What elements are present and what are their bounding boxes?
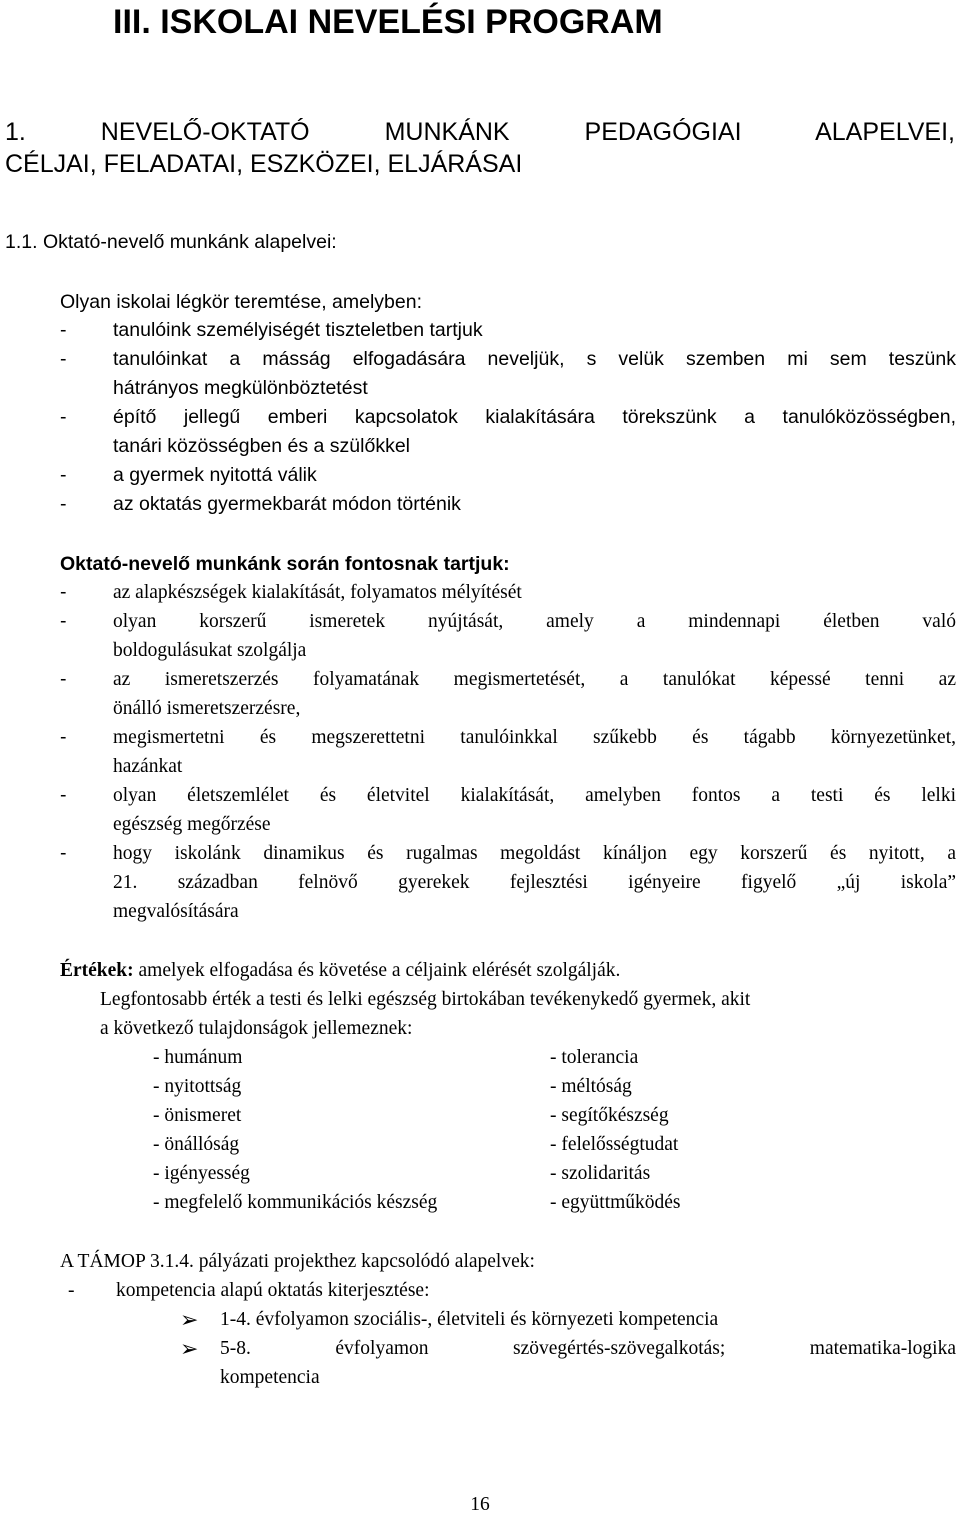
block2-item-line: önálló ismeretszerzésre, [113, 698, 301, 719]
block1-item-line: tanári közösségben és a szülőkkel [113, 435, 411, 457]
value-item-right: - szolidaritás [550, 1163, 651, 1184]
page-title: III. ISKOLAI NEVELÉSI PROGRAM [113, 3, 663, 41]
value-item-left: - önállóság [153, 1134, 240, 1155]
values-label: Értékek: [60, 960, 134, 981]
tamop-bullet-line: 1-4. évfolyamon szociális-, életviteli és környezeti kompetencia [220, 1309, 719, 1330]
tamop-heading: A TÁMOP 3.1.4. pályázati projekthez kapcsolódó alapelvek: [60, 1251, 535, 1272]
value-item-left: - önismeret [153, 1105, 242, 1126]
block2-item-line: 21. században felnövő gyerekek fejlesztési igényeire figyelő „új iskola” [113, 872, 956, 893]
tamop-bullet-line: kompetencia [220, 1367, 320, 1388]
block1-item-line: építő jellegű emberi kapcsolatok kialakítására törekszünk a tanulóközösségben, [113, 406, 956, 428]
tamop-item: kompetencia alapú oktatás kiterjesztése: [116, 1280, 430, 1301]
values-line-2: Legfontosabb érték a testi és lelki egészség birtokában tevékenykedő gyermek, akit [100, 989, 751, 1010]
block1-item-line: tanulóink személyiségét tiszteletben tartjuk [113, 319, 483, 341]
value-item-right: - együttműködés [550, 1192, 681, 1213]
block2-item-line: megismertetni és megszerettetni tanulóinkkal szűkebb és tágabb környezetünket, [113, 727, 956, 748]
block2-item-line: megvalósítására [113, 901, 239, 922]
block1-dash: - [60, 464, 67, 486]
block1-item-line: az oktatás gyermekbarát módon történik [113, 493, 461, 515]
value-item-right: - méltóság [550, 1076, 632, 1097]
values-intro [60, 956, 620, 985]
block2-dash: - [60, 668, 67, 690]
block1-dash: - [60, 348, 67, 370]
block2-dash: - [60, 726, 67, 748]
block2-item-line: boldogulásukat szolgálja [113, 640, 307, 661]
tamop-dash: - [68, 1280, 75, 1301]
block1-dash: - [60, 406, 67, 428]
block1-dash: - [60, 493, 67, 515]
block1-item-line: hátrányos megkülönböztetést [113, 377, 368, 399]
block2-item-line: hogy iskolánk dinamikus és rugalmas megoldást kínáljon egy korszerű és nyitott, a [113, 843, 956, 864]
block2-dash: - [60, 610, 67, 632]
block2-heading: Oktató-nevelő munkánk során fontosnak tartjuk: [60, 553, 510, 575]
arrow-bullet-icon: ➢ [180, 1336, 199, 1361]
block2-item-line: az alapkészségek kialakítását, folyamatos mélyítését [113, 582, 522, 603]
section-heading-line-2: CÉLJAI, FELADATAI, ESZKÖZEI, ELJÁRÁSAI [5, 150, 523, 178]
block2-item-line: olyan korszerű ismeretek nyújtását, amely a mindennapi életben való [113, 611, 956, 632]
tamop-bullet-line: 5-8. évfolyamon szövegértés-szövegalkotás; matematika-logika [220, 1338, 956, 1359]
block2-dash: - [60, 784, 67, 806]
block2-item-line: az ismeretszerzés folyamatának megismertetését, a tanulókat képessé tenni az [113, 669, 956, 690]
block1-dash: - [60, 319, 67, 341]
arrow-bullet-icon: ➢ [180, 1307, 199, 1332]
value-item-right: - tolerancia [550, 1047, 639, 1068]
block1-item-line: a gyermek nyitottá válik [113, 464, 317, 486]
block2-item-line: olyan életszemlélet és életvitel kialakítását, amelyben fontos a testi és lelki [113, 785, 956, 806]
block2-item-line: egészség megőrzése [113, 814, 271, 835]
value-item-left: - igényesség [153, 1163, 250, 1184]
block1-item-line: tanulóinkat a másság elfogadására neveljük, s velük szemben mi sem teszünk [113, 348, 956, 370]
block2-item-line: hazánkat [113, 756, 183, 777]
value-item-right: - segítőkészség [550, 1105, 669, 1126]
block1-heading: Olyan iskolai légkör teremtése, amelyben: [60, 291, 422, 313]
value-item-left: - humánum [153, 1047, 243, 1068]
block2-dash: - [60, 842, 67, 864]
section-heading-line-1: 1. NEVELŐ-OKTATÓ MUNKÁNK PEDAGÓGIAI ALAPELVEI, [5, 118, 955, 146]
subsection-heading: 1.1. Oktató-nevelő munkánk alapelvei: [5, 231, 337, 253]
value-item-right: - felelősségtudat [550, 1134, 679, 1155]
value-item-left: - megfelelő kommunikációs készség [153, 1192, 438, 1213]
values-text: amelyek elfogadása és követése a céljaink elérését szolgálják. [133, 960, 621, 981]
value-item-left: - nyitottság [153, 1076, 242, 1097]
page-number: 16 [470, 1494, 490, 1515]
values-line-3: a következő tulajdonságok jellemeznek: [100, 1018, 413, 1039]
block2-dash: - [60, 581, 67, 603]
